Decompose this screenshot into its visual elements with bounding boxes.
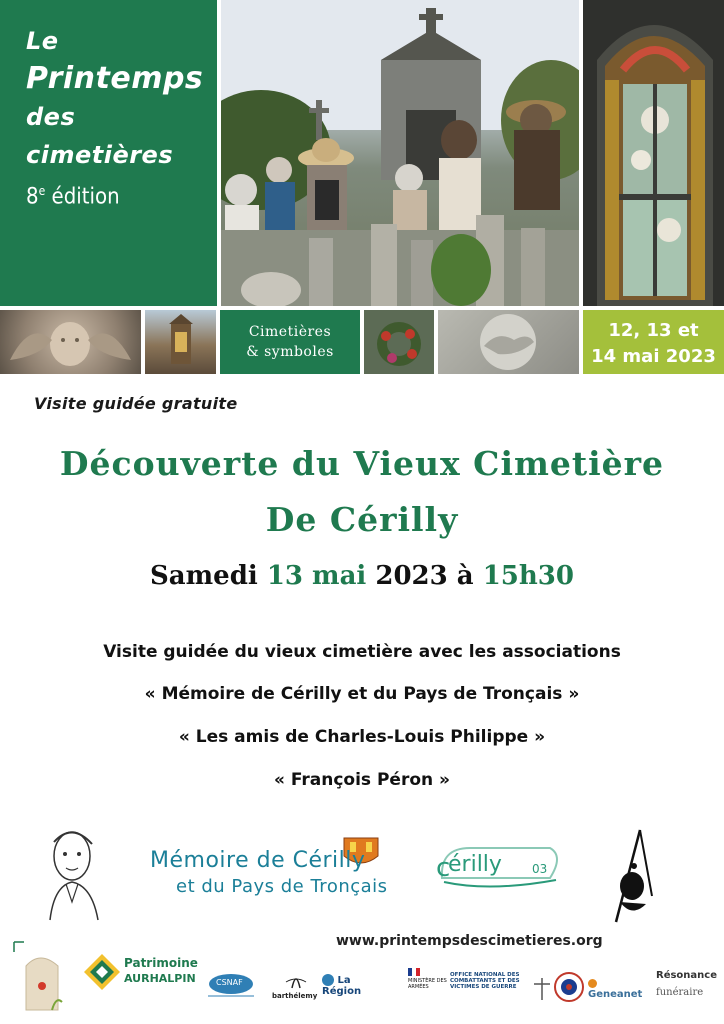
region-circle-icon xyxy=(322,974,334,986)
top-banner xyxy=(0,0,724,378)
ministere-label: MINISTÈRE DES ARMÉES xyxy=(408,978,447,990)
date-year: 2023 à xyxy=(375,561,474,591)
title-line-4: cimetières xyxy=(26,141,174,169)
csnaf-label: CSNAF xyxy=(216,978,243,987)
description-line-2: « Mémoire de Cérilly et du Pays de Tronçais » xyxy=(144,684,580,704)
free-tour-subtitle: Visite guidée gratuite xyxy=(34,394,238,413)
cemetery-visit-photo xyxy=(221,0,579,306)
csnaf-logo xyxy=(200,972,262,1004)
aurhalpin-name-2: AURHALPIN xyxy=(124,972,196,985)
date-time: 15h30 xyxy=(482,561,574,591)
website-link[interactable]: www.printempsdescimetieres.org xyxy=(336,933,603,949)
tombstone-logo xyxy=(12,940,74,1016)
la-region-logo xyxy=(322,974,388,1000)
french-flag-icon xyxy=(408,968,420,976)
war-graves-logo xyxy=(530,976,554,1002)
francois-peron-portrait-logo xyxy=(40,822,108,922)
souvenir-francais-logo xyxy=(554,972,584,1002)
title-line-2: Printemps xyxy=(26,61,204,96)
geneanet-label: Geneanet xyxy=(588,989,643,1000)
barthelemy-logo xyxy=(272,968,320,1008)
geneanet-logo xyxy=(588,978,650,1000)
lantern-photo xyxy=(145,310,216,374)
wreath-photo xyxy=(364,310,434,374)
resonance-label: Résonance xyxy=(656,970,718,981)
barthelemy-label: barthélemy xyxy=(272,992,318,1000)
clasped-hands-photo xyxy=(438,310,579,374)
charles-louis-philippe-logo xyxy=(600,826,658,926)
funeraire-label: funéraire xyxy=(656,987,704,998)
event-heading-line-2: De Cérilly xyxy=(265,500,459,539)
onac-label: OFFICE NATIONAL DES COMBATTANTS ET DES VICTIMES DE GUERRE xyxy=(450,972,520,990)
cerilly-logo-number: 03 xyxy=(532,862,548,876)
dates-line-2: 14 mai 2023 xyxy=(591,346,716,367)
date-prefix: Samedi xyxy=(150,561,258,591)
description-line-3: « Les amis de Charles-Louis Philippe » xyxy=(178,727,546,747)
cerilly-03-logo xyxy=(430,838,570,898)
memoire-logo-line-2: et du Pays de Tronçais xyxy=(176,876,388,897)
event-heading-line-1: Découverte du Vieux Cimetière xyxy=(59,444,665,483)
title-line-3: des xyxy=(26,103,76,131)
memoire-cerilly-logo xyxy=(140,836,390,908)
event-date xyxy=(30,561,694,591)
cherub-photo xyxy=(0,310,141,374)
region-label: La Région xyxy=(322,975,362,997)
memoire-logo-line-1: Mémoire de Cérilly xyxy=(150,848,366,873)
theme-line-1: Cimetières xyxy=(248,324,332,340)
title-line-1: Le xyxy=(26,27,59,55)
onac-logo xyxy=(450,972,530,1006)
svg-text:c: c xyxy=(436,853,451,883)
dates-line-1: 12, 13 et xyxy=(608,320,699,341)
date-day-month: 13 mai xyxy=(266,561,367,591)
resonance-funeraire-logo xyxy=(656,970,716,1010)
event-title-box xyxy=(0,0,217,306)
description-line-4: « François Péron » xyxy=(273,770,451,790)
theme-line-2: & symboles xyxy=(246,344,334,360)
stained-glass-photo xyxy=(583,0,724,306)
patrimoine-aurhalpin-logo xyxy=(80,948,198,1008)
aurhalpin-name-1: Patrimoine xyxy=(124,956,198,970)
theme-box xyxy=(220,310,360,374)
ministere-armees-logo xyxy=(408,968,448,1008)
dates-box xyxy=(583,310,724,374)
description-line-1: Visite guidée du vieux cimetière avec les associations xyxy=(103,642,621,662)
cerilly-logo-text: érilly xyxy=(448,852,502,877)
edition-label: 8e édition xyxy=(26,184,120,210)
geneanet-dot-icon xyxy=(588,979,597,988)
